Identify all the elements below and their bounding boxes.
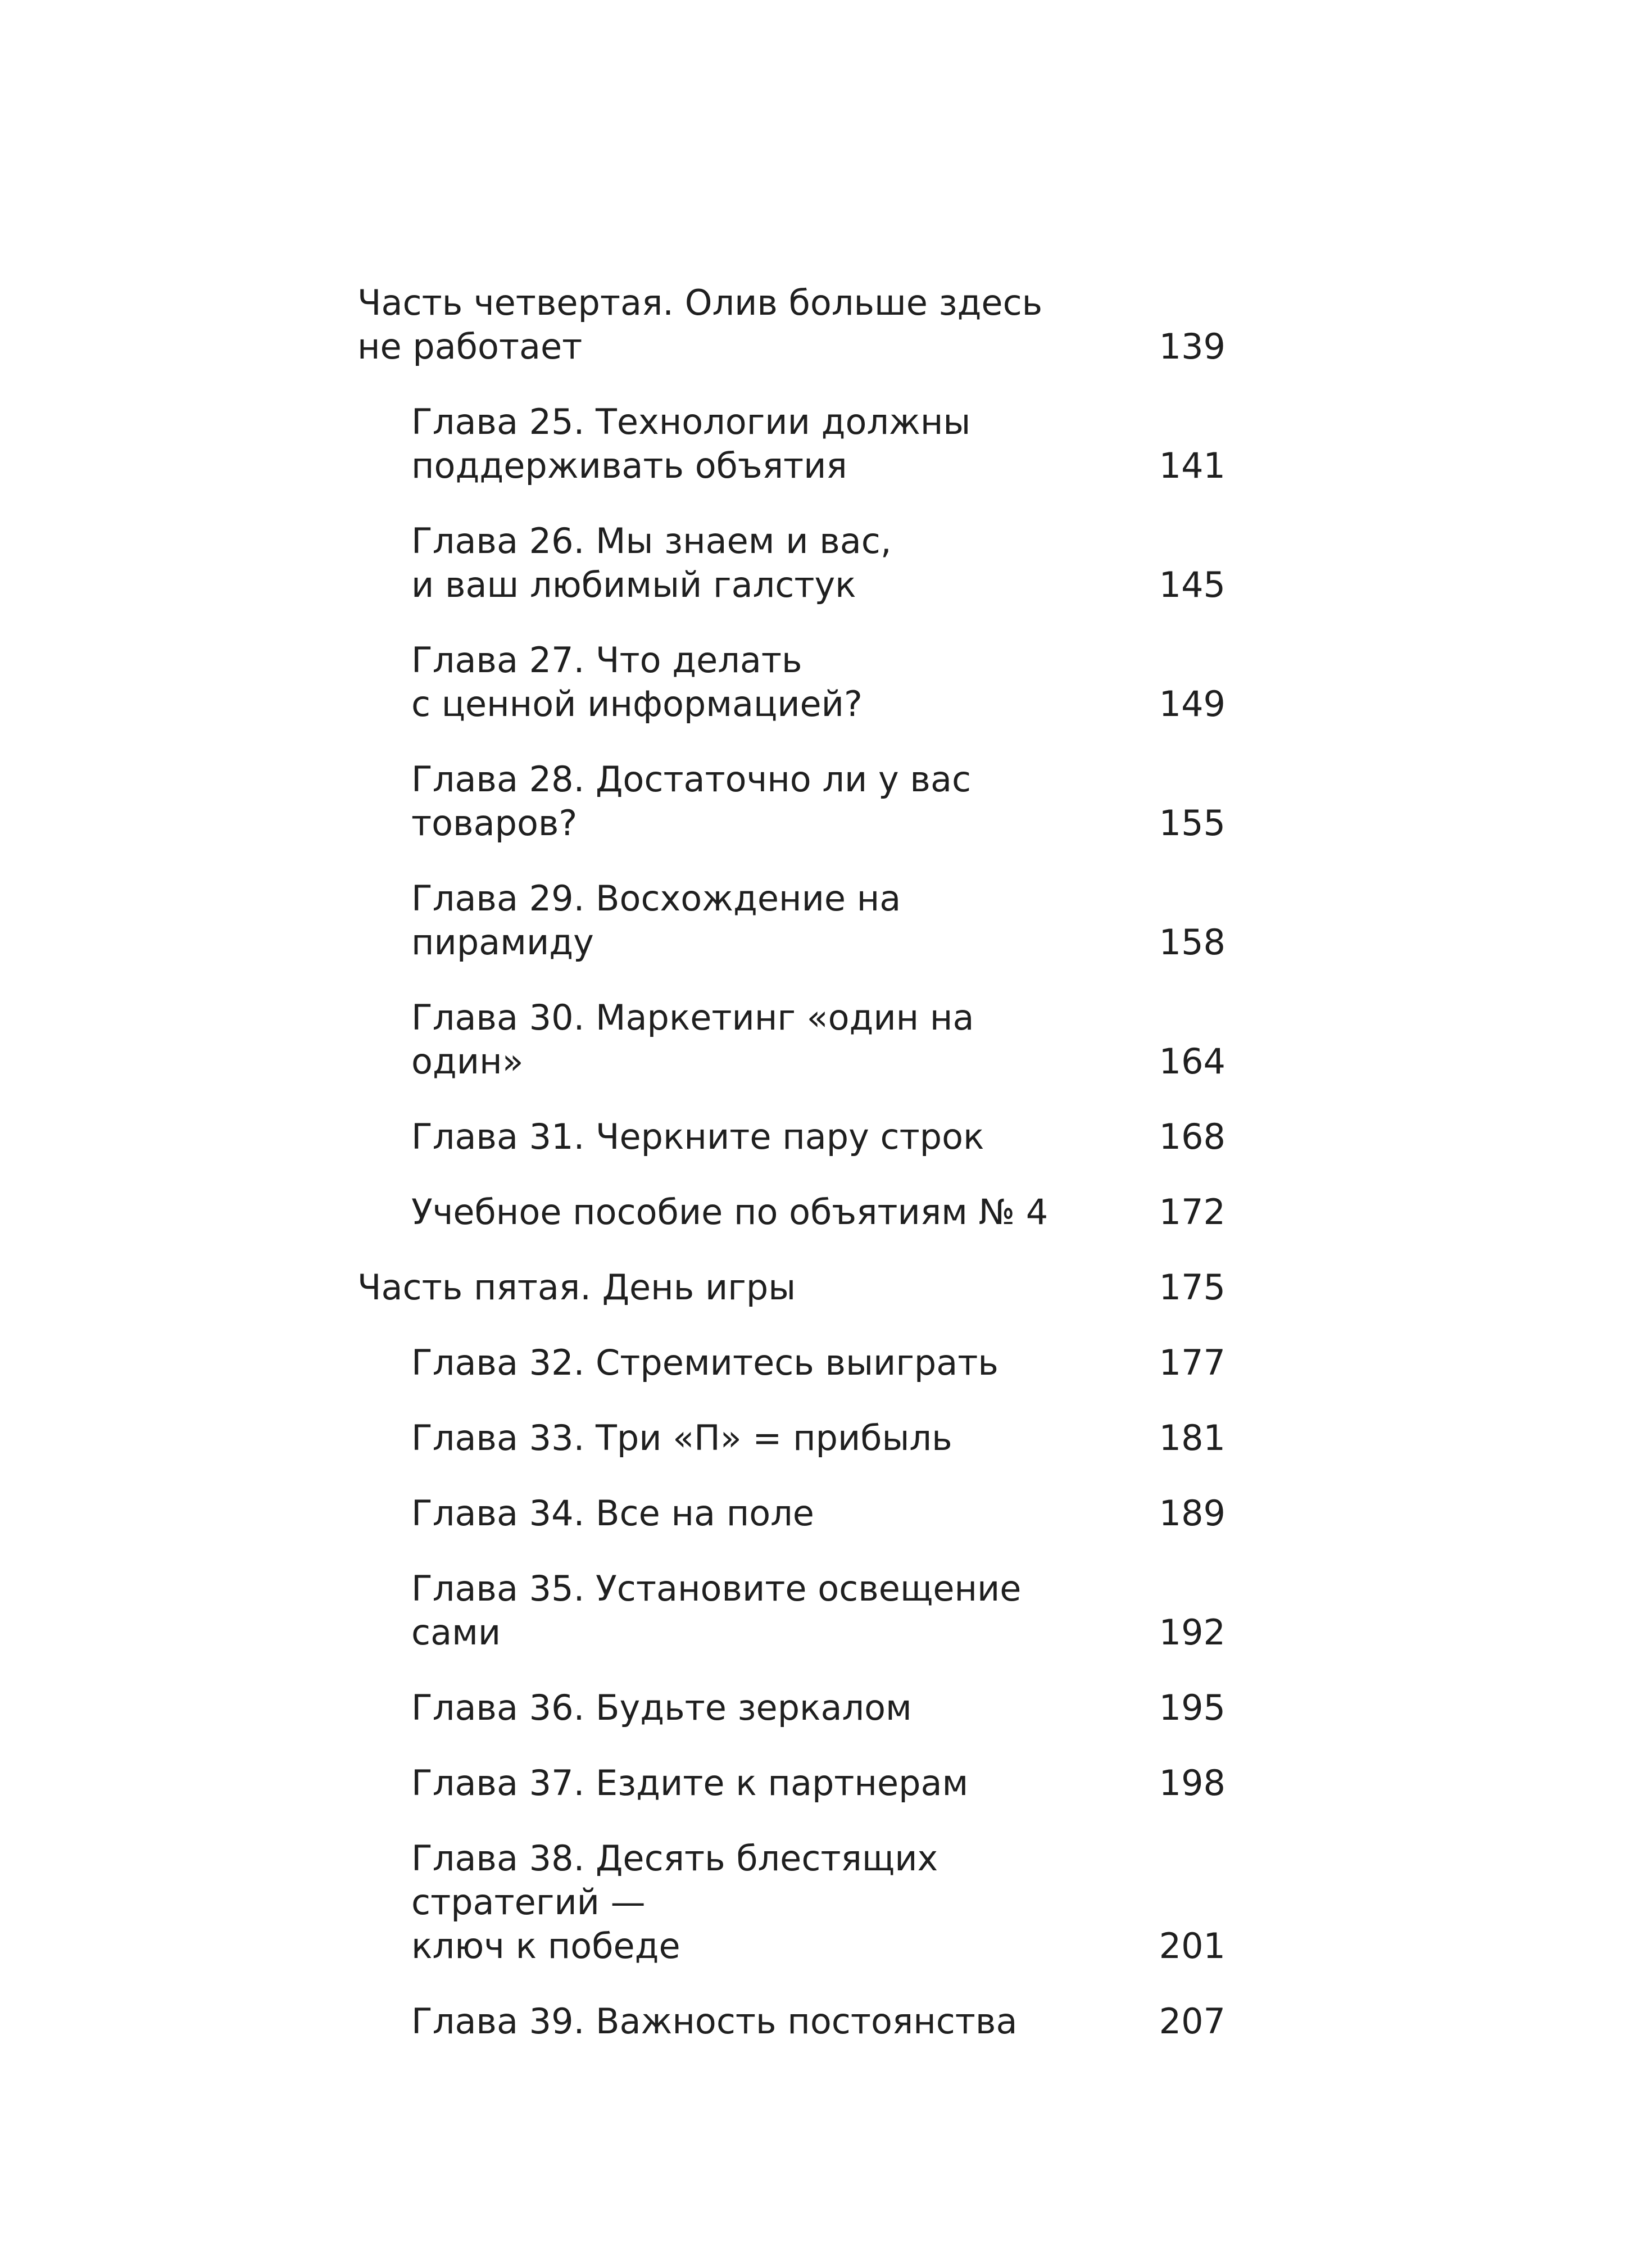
toc-entry-chapter-38 bbox=[411, 1837, 1226, 1968]
toc-entry-chapter-31 bbox=[411, 1115, 1226, 1159]
toc-entry-page: 177 bbox=[1159, 1342, 1226, 1383]
toc-entry-title: Глава 30. Маркетинг «один на один» bbox=[411, 997, 974, 1082]
toc-entry-title: Глава 33. Три «П» = прибыль bbox=[411, 1417, 952, 1458]
toc-entry-page: 172 bbox=[1159, 1191, 1226, 1232]
toc-entry-title: Глава 25. Технологии должны поддерживать объятия bbox=[411, 401, 971, 486]
toc-entry-title: Учебное пособие по объятиям № 4 bbox=[411, 1191, 1049, 1232]
toc-entry-page: 207 bbox=[1159, 2001, 1226, 2042]
toc-entry-chapter-28 bbox=[411, 758, 1226, 845]
toc-entry-page: 201 bbox=[1159, 1925, 1226, 1966]
toc-entry-title: Глава 38. Десять блестящих стратегий — ключ к победе bbox=[411, 1838, 938, 1966]
toc-entry-page: 164 bbox=[1159, 1041, 1226, 1082]
toc-entry-part-five bbox=[357, 1266, 1226, 1309]
toc-entry-chapter-30 bbox=[411, 996, 1226, 1084]
toc-entry-page: 181 bbox=[1159, 1417, 1226, 1458]
toc-entry-title: Глава 29. Восхождение на пирамиду bbox=[411, 878, 901, 963]
toc-entry-page: 139 bbox=[1159, 326, 1226, 367]
toc-entry-title: Глава 26. Мы знаем и вас, и ваш любимый галстук bbox=[411, 520, 892, 605]
toc-entry-page: 195 bbox=[1159, 1687, 1226, 1728]
toc-entry-title: Глава 39. Важность постоянства bbox=[411, 2001, 1018, 2042]
toc-entry-chapter-27 bbox=[411, 638, 1226, 726]
toc-entry-page: 192 bbox=[1159, 1612, 1226, 1653]
toc-entry-title: Глава 27. Что делать с ценной информацией? bbox=[411, 640, 863, 724]
toc-entry-page: 145 bbox=[1159, 564, 1226, 605]
toc-entry-chapter-26 bbox=[411, 519, 1226, 607]
toc-entry-part-four bbox=[357, 281, 1226, 369]
toc-entry-chapter-33 bbox=[411, 1416, 1226, 1460]
toc-entry-title: Глава 34. Все на поле bbox=[411, 1493, 814, 1534]
toc-entry-title: Глава 32. Стремитесь выиграть bbox=[411, 1342, 999, 1383]
toc-entry-title: Глава 31. Черкните пару строк bbox=[411, 1116, 984, 1157]
toc-entry-chapter-32 bbox=[411, 1341, 1226, 1385]
toc-entry-hug-guide-4 bbox=[411, 1190, 1226, 1234]
toc-entry-title: Глава 36. Будьте зеркалом bbox=[411, 1687, 912, 1728]
toc-entry-page: 198 bbox=[1159, 1762, 1226, 1803]
toc-entry-title: Часть четвертая. Олив больше здесь не работает bbox=[357, 282, 1043, 367]
toc-entry-page: 158 bbox=[1159, 922, 1226, 963]
toc-entry-chapter-34 bbox=[411, 1492, 1226, 1535]
toc-entry-chapter-37 bbox=[411, 1761, 1226, 1805]
toc-entry-title: Глава 28. Достаточно ли у вас товаров? bbox=[411, 759, 972, 844]
toc-entry-chapter-36 bbox=[411, 1686, 1226, 1730]
toc-entry-title: Глава 37. Ездите к партнерам bbox=[411, 1762, 969, 1803]
toc-entry-chapter-39 bbox=[411, 2000, 1226, 2043]
toc-entry-chapter-35 bbox=[411, 1567, 1226, 1655]
toc-entry-chapter-25 bbox=[411, 400, 1226, 488]
toc-entry-page: 189 bbox=[1159, 1493, 1226, 1534]
toc-entry-page: 141 bbox=[1159, 445, 1226, 486]
toc-entry-page: 175 bbox=[1159, 1267, 1226, 1308]
toc-entry-title: Глава 35. Установите освещение сами bbox=[411, 1568, 1022, 1653]
toc-entry-chapter-29 bbox=[411, 877, 1226, 964]
toc-entry-page: 149 bbox=[1159, 683, 1226, 724]
toc-entry-page: 168 bbox=[1159, 1116, 1226, 1157]
table-of-contents bbox=[357, 281, 1226, 2075]
toc-entry-page: 155 bbox=[1159, 803, 1226, 844]
toc-entry-title: Часть пятая. День игры bbox=[357, 1267, 796, 1308]
